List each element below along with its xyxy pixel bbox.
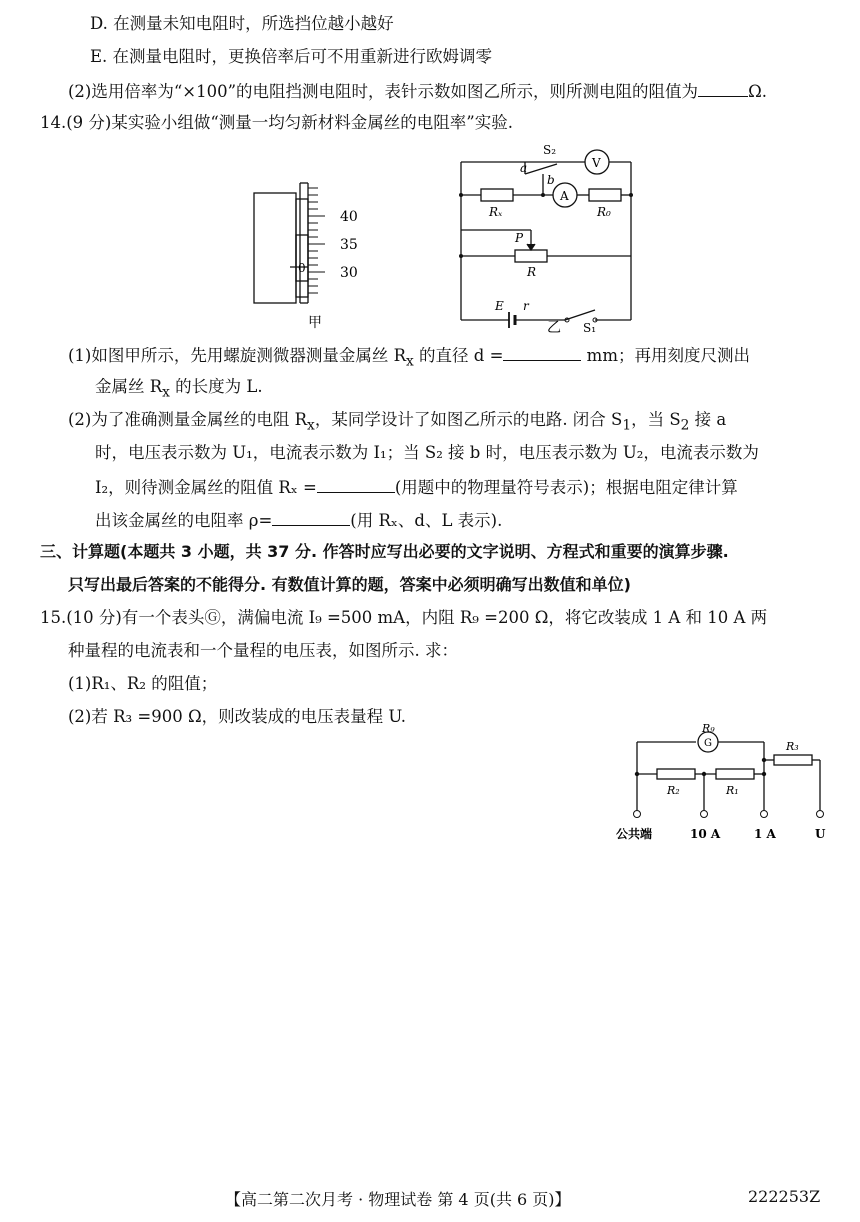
label-r: R	[527, 265, 537, 279]
label-a: a	[520, 161, 528, 175]
terminal-label-1a: 1 A	[754, 827, 776, 841]
resistor-rx	[481, 189, 513, 201]
section3-heading-line2: 只写出最后答案的不能得分. 有数值计算的题，答案中必须明确写出数值和单位)	[68, 575, 631, 594]
tick-label-30: 30	[340, 265, 358, 281]
q14-part2-text-b: ，某同学设计了如图乙所示的电路. 闭合 S	[314, 410, 623, 429]
label-b: b	[547, 173, 555, 187]
q14-part2-text-e: I₂，则待测金属丝的阻值 Rₓ =	[95, 478, 317, 497]
q15-line2: 种量程的电流表和一个量程的电压表，如图所示. 求：	[68, 641, 458, 660]
q14-part1-text-c: mm；再用刻度尺测出	[581, 346, 750, 365]
q14-part1-text-a: (1)如图甲所示，先用螺旋测微器测量金属丝 R	[68, 346, 407, 365]
answer-blank-rho	[272, 508, 350, 526]
sub-1: 1	[622, 417, 632, 434]
meter-conversion-figure	[612, 720, 832, 845]
q14-part1-line1	[68, 343, 750, 372]
q13-part2-unit: Ω.	[748, 82, 767, 101]
label-s2: S₂	[543, 143, 557, 157]
q14-part2-text-d: 接 a	[689, 410, 727, 429]
q14-part2-text-h: (用 Rₓ、d、L 表示).	[350, 511, 503, 530]
page-footer-title: 【高二第二次月考 · 物理试卷 第 4 页(共 6 页)】	[225, 1190, 571, 1209]
q14-part1-text-b: 的直径 d =	[413, 346, 504, 365]
q14-part2-line1	[68, 409, 726, 436]
q14-part1-text-d: 金属丝 R	[95, 377, 163, 396]
label-e: E	[495, 299, 504, 313]
terminal-10a	[701, 811, 708, 818]
q14-part2-text-a: (2)为了准确测量金属丝的电阻 R	[68, 410, 308, 429]
q14-part2-line3	[95, 475, 738, 499]
figure-caption-yi: 乙	[547, 320, 561, 335]
q15-part1: (1)R₁、R₂ 的阻值；	[68, 674, 218, 693]
resistor-r0	[589, 189, 621, 201]
sub-x: x	[307, 417, 315, 434]
answer-blank-diameter	[503, 343, 581, 361]
label-r3: R₃	[786, 740, 799, 753]
resistor-r3	[774, 755, 812, 765]
q13-part2-text: (2)选用倍率为“×100”的电阻挡测电阻时，表针示数如图乙所示，则所测电阻的阻值为	[68, 82, 699, 101]
sub-2: 2	[680, 417, 690, 434]
label-rx: Rₓ	[489, 205, 503, 219]
q14-part1-line2	[95, 376, 263, 403]
label-p: P	[515, 231, 524, 245]
terminal-label-10a: 10 A	[690, 827, 721, 841]
label-rg: R₉	[702, 722, 715, 735]
tick-label-40: 40	[340, 209, 358, 225]
section3-heading-line1: 三、计算题(本题共 3 小题，共 37 分. 作答时应写出必要的文字说明、方程式和重要的演算步骤.	[40, 542, 729, 561]
terminal-1a	[761, 811, 768, 818]
resistor-r1	[716, 769, 754, 779]
label-v: V	[592, 156, 601, 170]
label-r-internal: r	[523, 299, 529, 313]
label-g: G	[704, 738, 712, 749]
circuit-figure-yi	[455, 140, 640, 335]
micrometer-scale-ticks	[308, 188, 325, 293]
terminal-label-common: 公共端	[616, 827, 653, 841]
q14-part2-text-g: 出该金属丝的电阻率 ρ=	[95, 511, 273, 530]
answer-blank-rx	[317, 475, 395, 493]
q14-part1-text-e: 的长度为 L.	[169, 377, 263, 396]
label-r2: R₂	[667, 784, 680, 797]
label-a-meter: A	[560, 189, 569, 203]
micrometer-anvil	[254, 193, 296, 303]
q13-option-d: D. 在测量未知电阻时，所选挡位越小越好	[90, 14, 394, 33]
terminal-u	[817, 811, 824, 818]
q14-part2-text-c: ，当 S	[631, 410, 681, 429]
q14-part2-text-f: (用题中的物理量符号表示)；根据电阻定律计算	[394, 478, 738, 497]
q15-part2: (2)若 R₃ =900 Ω，则改装成的电压表量程 U.	[68, 707, 407, 726]
terminal-label-u: U	[815, 827, 826, 841]
switch-s1	[565, 310, 595, 320]
label-s1: S₁	[583, 321, 597, 335]
micrometer-sleeve	[296, 199, 308, 297]
sub-x: x	[406, 353, 414, 370]
label-r1: R₁	[726, 784, 739, 797]
rheostat-r	[515, 250, 547, 262]
q14-heading: 14.(9 分)某实验小组做“测量一均匀新材料金属丝的电阻率”实验.	[40, 113, 513, 132]
sub-x: x	[162, 384, 170, 401]
q13-part2	[68, 79, 767, 103]
terminal-common	[634, 811, 641, 818]
resistor-r2	[657, 769, 695, 779]
q13-option-e: E. 在测量电阻时，更换倍率后可不用重新进行欧姆调零	[90, 47, 493, 66]
tick-label-35: 35	[340, 237, 358, 253]
answer-blank	[698, 79, 748, 97]
q14-part2-line2: 时，电压表示数为 U₁，电流表示数为 I₁；当 S₂ 接 b 时，电压表示数为 U₂，电流表示数为	[95, 443, 759, 462]
micrometer-figure	[250, 175, 390, 330]
q14-part2-line4	[95, 508, 502, 532]
q15-line1: 15.(10 分)有一个表头Ⓖ，满偏电流 I₉ =500 mA，内阻 R₉ =200 Ω，将它改装成 1 A 和 10 A 两	[40, 608, 768, 627]
label-r0: R₀	[597, 205, 611, 219]
figure-caption-jia: 甲	[308, 315, 322, 330]
zero-label: 0	[298, 261, 306, 275]
page-footer-code: 222253Z	[748, 1187, 821, 1206]
